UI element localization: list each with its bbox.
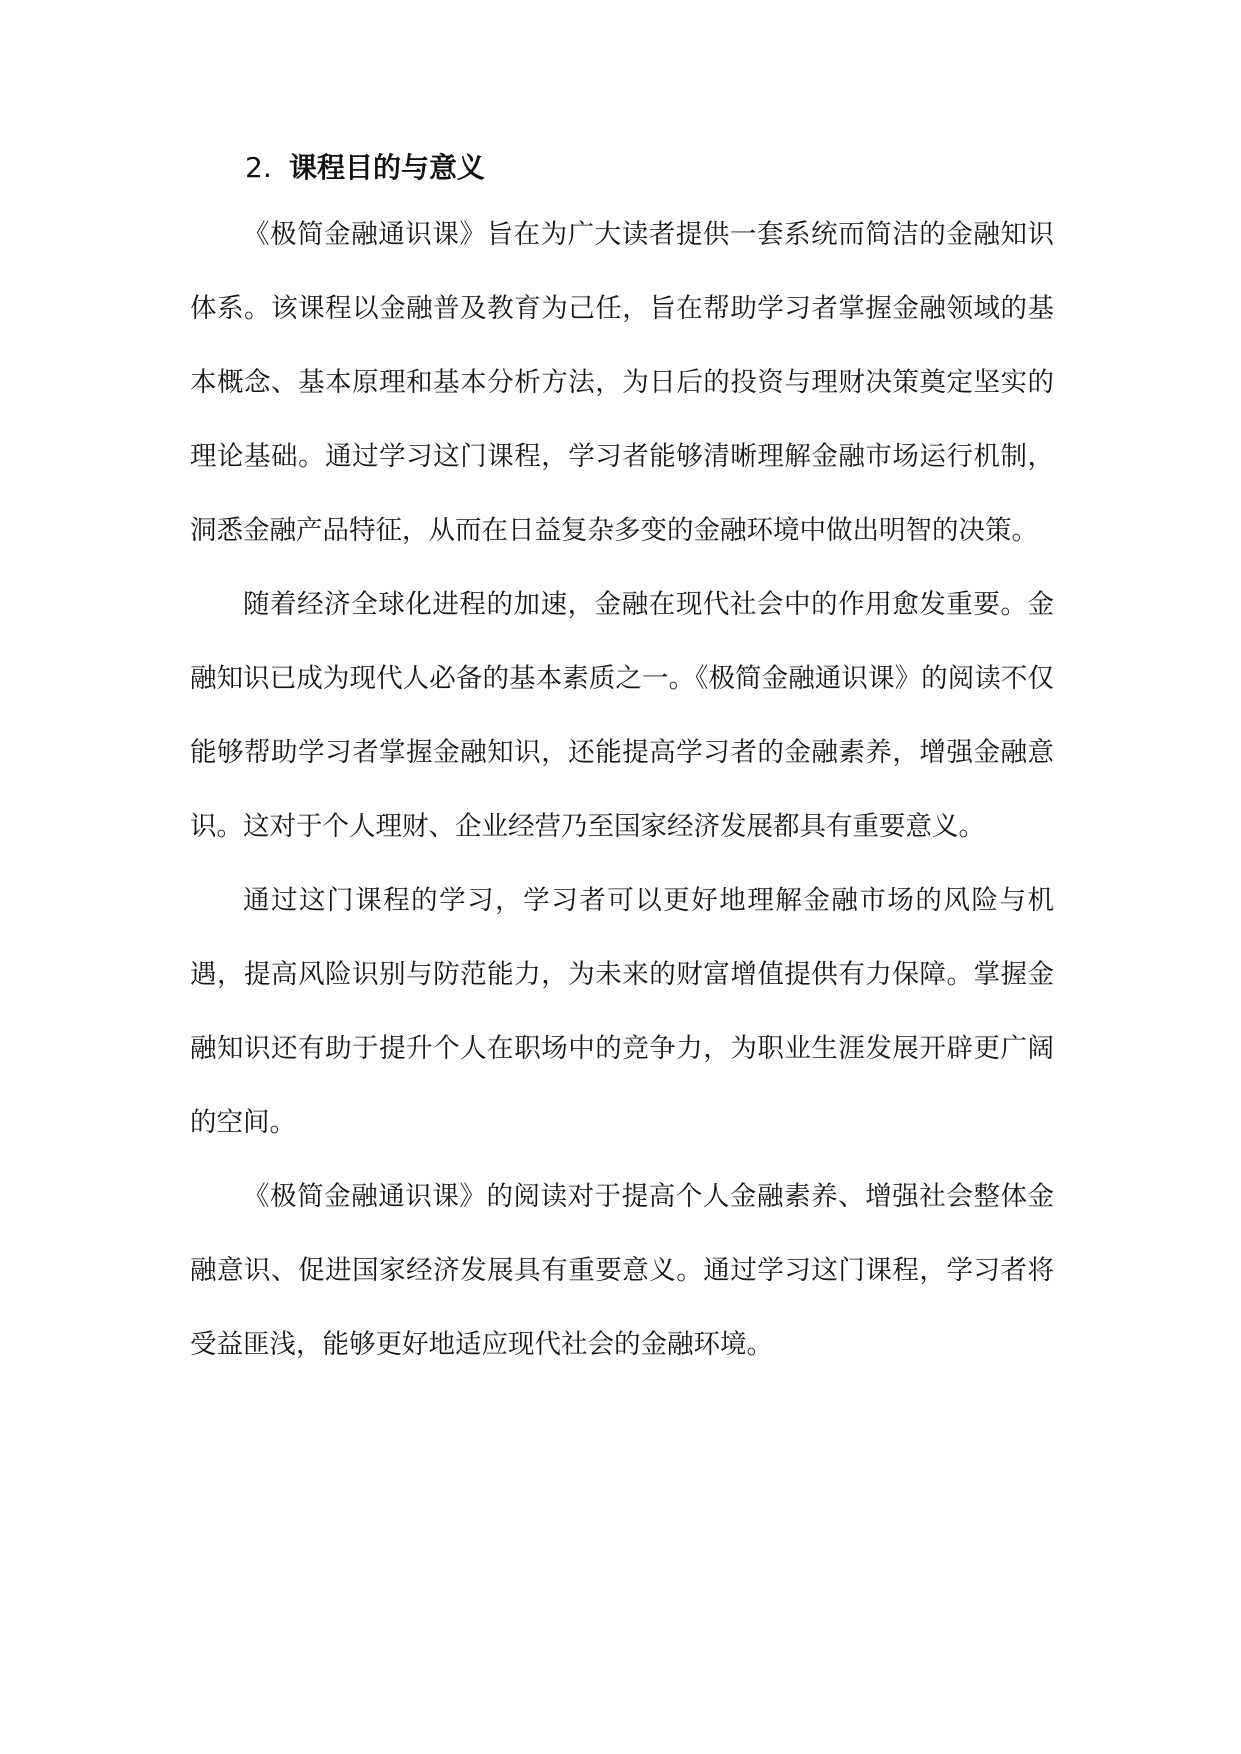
paragraph-purpose: 《极简金融通识课》旨在为广大读者提供一套系统而简洁的金融知识体系。该课程以金融普及教育为己任，旨在帮助学习者掌握金融领域的基本概念、基本原理和基本分析方法，为日后的投资与理财决策奠定坚实的理论基础。通过学习这门课程，学习者能够清晰理解金融市场运行机制，洞悉金融产品特征，从而在日益复杂多变的金融环境中做出明智的决策。 xyxy=(190,219,1054,546)
paragraph-benefits: 通过这门课程的学习，学习者可以更好地理解金融市场的风险与机遇，提高风险识别与防范能力，为未来的财富增值提供有力保障。掌握金融知识还有助于提升个人在职场中的竞争力，为职业生涯发展开辟更广阔的空间。 xyxy=(190,885,1054,1138)
section-title: 课程目的与意义 xyxy=(289,151,486,184)
paragraph-importance: 随着经济全球化进程的加速，金融在现代社会中的作用愈发重要。金融知识已成为现代人必备的基本素质之一。《极简金融通识课》的阅读不仅能够帮助学习者掌握金融知识，还能提高学习者的金融素养，增强金融意识。这对于个人理财、企业经营乃至国家经济发展都具有重要意义。 xyxy=(190,589,1054,842)
paragraph-conclusion: 《极简金融通识课》的阅读对于提高个人金融素养、增强社会整体金融意识、促进国家经济发展具有重要意义。通过学习这门课程，学习者将受益匪浅，能够更好地适应现代社会的金融环境。 xyxy=(190,1181,1054,1360)
section-heading xyxy=(245,148,1045,188)
document-body xyxy=(190,198,1054,1382)
section-number: 2. xyxy=(245,151,272,184)
